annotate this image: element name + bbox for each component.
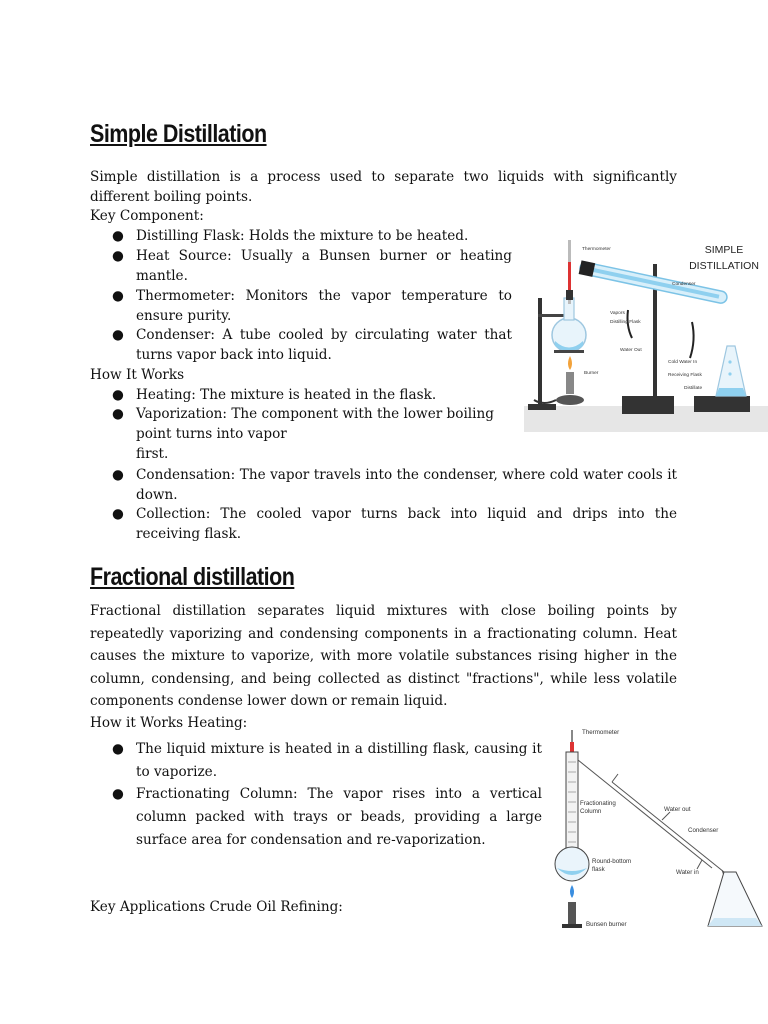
label-burner: Burner: [584, 371, 599, 376]
label-water-in: Water in: [676, 869, 699, 876]
simple-distillation-diagram: [524, 228, 768, 432]
bullet-icon: ●: [112, 248, 124, 264]
label-vapors: Vapors: [610, 311, 625, 316]
label-cold-water-in: Cold Water In: [668, 360, 698, 365]
bullet-icon: ●: [112, 506, 124, 522]
bullet-icon: ●: [112, 288, 124, 304]
bullet-icon: ●: [112, 467, 124, 483]
label-round-bottom-line1: Round-bottom: [592, 858, 632, 865]
label-distillate: Distillate: [684, 386, 703, 391]
label-thermometer: Thermometer: [582, 247, 611, 252]
key-component-label: Key Component:: [90, 208, 204, 224]
diagram-title-line1: SIMPLE: [704, 244, 744, 256]
how-it-works-label: How It Works: [90, 367, 185, 383]
label-water-out: Water out: [664, 806, 691, 813]
bullet-icon: ●: [112, 327, 124, 343]
diagram-title-line2: DISTILLATION: [689, 260, 759, 272]
bullet-icon: ●: [112, 741, 124, 757]
label-bunsen-burner: Bunsen burner: [586, 921, 627, 928]
how-it-works-heating-label: How it Works Heating:: [90, 715, 248, 731]
fractional-distillation-heading: Fractional distillation: [90, 563, 295, 591]
label-thermometer: Thermometer: [582, 729, 620, 736]
label-condenser: Condenser: [688, 827, 719, 834]
bullet-icon: ●: [112, 406, 124, 422]
label-water-out: Water Out: [620, 348, 642, 353]
label-condenser: Condenser: [672, 282, 696, 287]
list-item-continuation: first.: [136, 446, 169, 462]
simple-distillation-heading: Simple Distillation: [90, 120, 267, 148]
document-page: Simple Distillation Simple distillation is a process used to separate two liquids with significantly different boiling points. Key Component: ● Distilling Flask: Holds the mixture to be heated. ● Heat Source: Usually a Bunsen burner or heating mantle. ● Thermometer: Monitors the vapor temperature to ensure purity. ● Condenser: A tube cooled by circulating water that turns vapor back into liquid. How It Works ● Heating: The mixture is heated in the flask. ● Vaporization: The component with the lower boiling point turns into vapor first. ● Condensation: The vapor travels into the condenser, where cold water cools it down. ● Collection: The cooled vapor turns back into liquid and drips into the receiving flask. SIMPLE DISTILLATION Thermometer Condenser Vapors Distilling Flask Water Out Cold Water In Receiving Flask Burner Distillate Fractional distillation Fractional distillation separates liquid mixtures with close boiling points by repeatedly vaporizing and condensing components in a fractionating column. Heat causes the mixture to vaporize, with more volatile substances rising higher in the column, condensing, and being collected as distinct "fractions", while less volatile components condense lower down or remain liquid. How it Works Heating: ● The liquid mixture is heated in a distilling flask, causing it to vaporize. ● Fractionating Column: The vapor rises into a vertical column packed with trays or beads, providing a large surface area for condensation and re-vaporization. Key Applications Crude Oil Refining: Thermometer Fractionating Column Water out Condenser Round-bottom flask Water in Bunsen burner: [0, 0, 768, 1024]
label-fractionating-line2: Column: [580, 808, 602, 815]
simple-distillation-intro: Simple distillation is a process used to separate two liquids with significantly different boiling points.: [90, 169, 677, 205]
key-applications-label: Key Applications Crude Oil Refining:: [90, 899, 343, 915]
label-distilling-flask: Distilling Flask: [610, 320, 641, 325]
bullet-icon: ●: [112, 786, 124, 802]
label-round-bottom-line2: flask: [592, 866, 605, 873]
fractional-distillation-diagram: [552, 722, 768, 932]
bullet-icon: ●: [112, 387, 124, 403]
label-receiving-flask: Receiving Flask: [668, 373, 702, 378]
label-fractionating-line1: Fractionating: [580, 800, 616, 807]
fractional-distillation-intro: Fractional distillation separates liquid mixtures with close boiling points by repeatedly vaporizing and condensing components in a fractionating column. Heat causes the mixture to vaporize, with more volatile substances rising higher in the column, condensing, and being collected as distinct "fractions", while less volatile components condense lower down or remain liquid.: [90, 603, 677, 709]
bullet-icon: ●: [112, 228, 124, 244]
